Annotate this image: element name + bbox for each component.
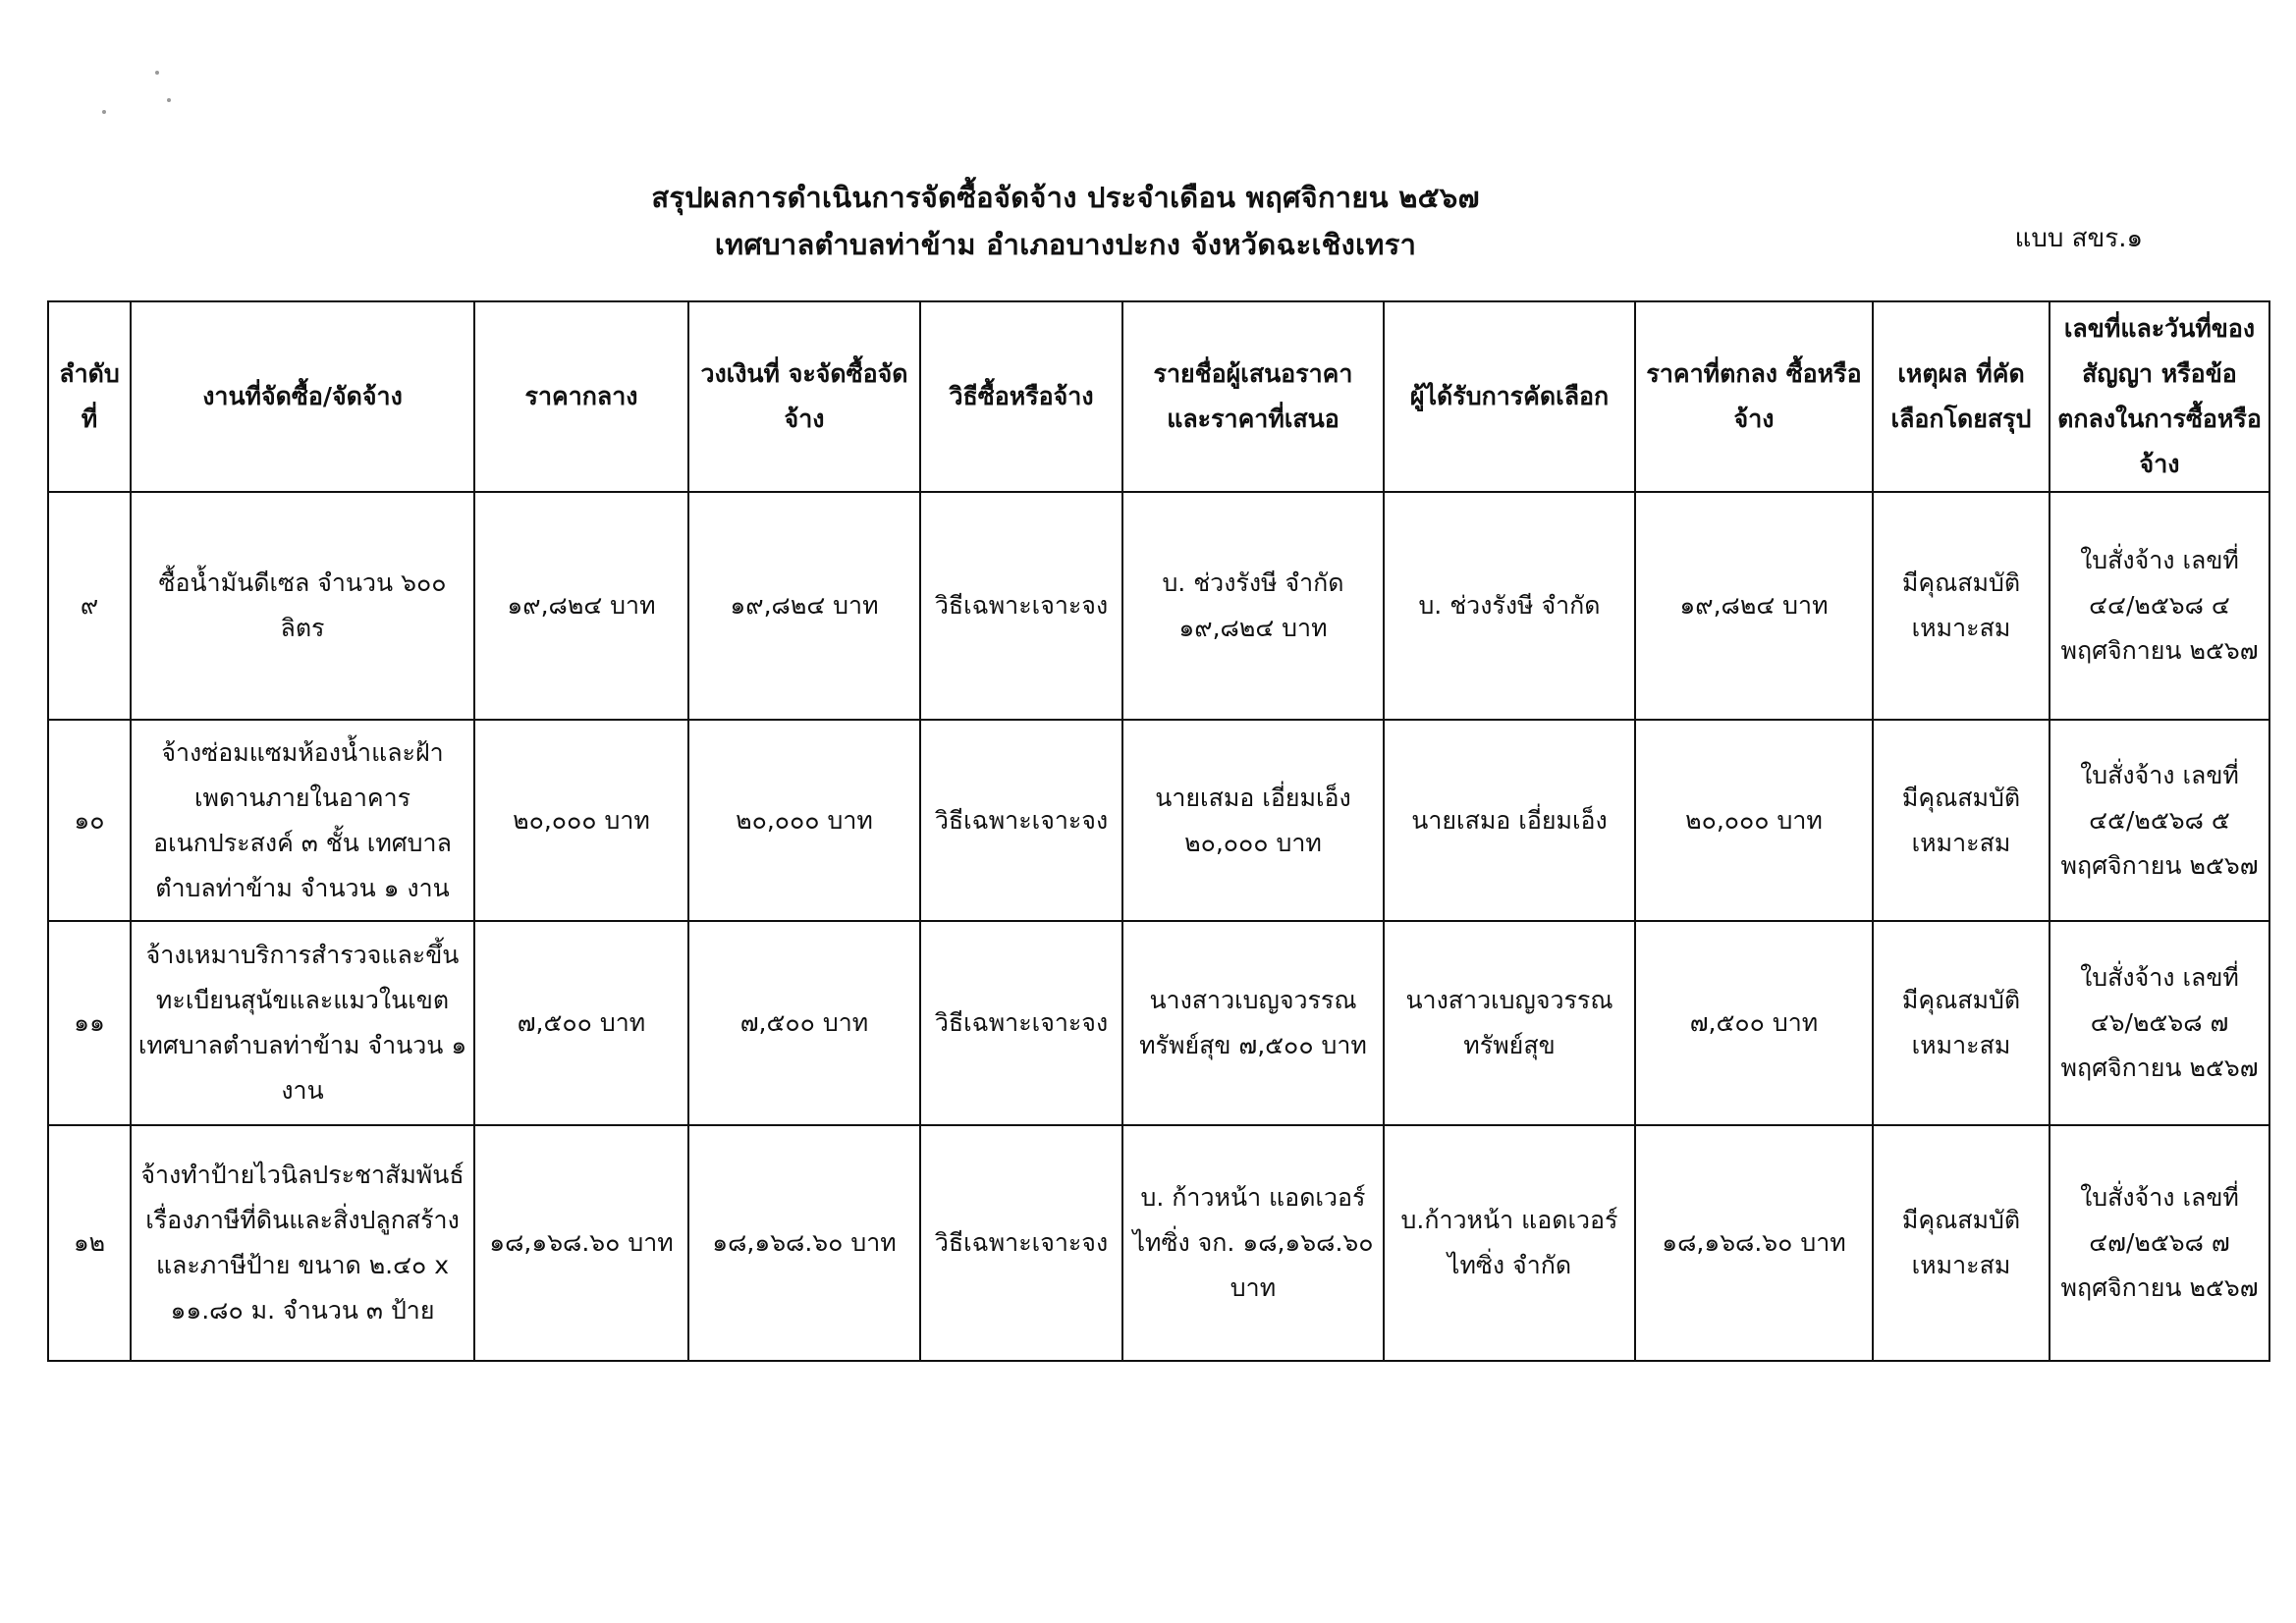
budget: ๑๙,๘๒๔ บาท: [688, 492, 920, 720]
contract-reference: ใบสั่งจ้าง เลขที่ ๔๗/๒๕๖๘ ๗ พฤศจิกายน ๒๕๖๗: [2050, 1125, 2269, 1361]
column-header: รายชื่อผู้เสนอราคา และราคาที่เสนอ: [1122, 301, 1384, 492]
procurement-method: วิธีเฉพาะเจาะจง: [920, 492, 1122, 720]
row-number: ๙: [48, 492, 131, 720]
selected-vendor: นางสาวเบญจวรรณ ทรัพย์สุข: [1384, 921, 1635, 1125]
selection-reason: มีคุณสมบัติ เหมาะสม: [1873, 1125, 2050, 1361]
column-header: วิธีซื้อหรือจ้าง: [920, 301, 1122, 492]
selected-vendor: บ. ช่วงรังษี จำกัด: [1384, 492, 1635, 720]
selected-vendor: บ.ก้าวหน้า แอดเวอร์ไทซิ่ง จำกัด: [1384, 1125, 1635, 1361]
procurement-method: วิธีเฉพาะเจาะจง: [920, 720, 1122, 921]
selection-reason: มีคุณสมบัติ เหมาะสม: [1873, 921, 2050, 1125]
bidders: นางสาวเบญจวรรณ ทรัพย์สุข ๗,๕๐๐ บาท: [1122, 921, 1384, 1125]
procurement-item: จ้างซ่อมแซมห้องน้ำและฝ้าเพดานภายในอาคารอเนกประสงค์ ๓ ชั้น เทศบาลตำบลท่าข้าม จำนวน ๑ งาน: [131, 720, 474, 921]
table-header-row: [48, 301, 2269, 492]
budget: ๑๘,๑๖๘.๖๐ บาท: [688, 1125, 920, 1361]
budget: ๒๐,๐๐๐ บาท: [688, 720, 920, 921]
column-header: เลขที่และวันที่ของสัญญา หรือข้อตกลงในการซื้อหรือจ้าง: [2050, 301, 2269, 492]
column-header: ลำดับที่: [48, 301, 131, 492]
median-price: ๒๐,๐๐๐ บาท: [474, 720, 688, 921]
bidders: บ. ก้าวหน้า แอดเวอร์ไทซิ่ง จก. ๑๘,๑๖๘.๖๐ บาท: [1122, 1125, 1384, 1361]
column-header: ราคากลาง: [474, 301, 688, 492]
agreed-price: ๑๘,๑๖๘.๖๐ บาท: [1635, 1125, 1873, 1361]
contract-reference: ใบสั่งจ้าง เลขที่ ๔๔/๒๕๖๘ ๔ พฤศจิกายน ๒๕๖๗: [2050, 492, 2269, 720]
column-header: ราคาที่ตกลง ซื้อหรือจ้าง: [1635, 301, 1873, 492]
document-title: สรุปผลการดำเนินการจัดซื้อจัดจ้าง ประจำเดือน พฤศจิกายน ๒๕๖๗: [651, 181, 1480, 214]
procurement-item: ซื้อน้ำมันดีเซล จำนวน ๖๐๐ ลิตร: [131, 492, 474, 720]
budget: ๗,๕๐๐ บาท: [688, 921, 920, 1125]
selection-reason: มีคุณสมบัติ เหมาะสม: [1873, 720, 2050, 921]
procurement-table: [47, 300, 2270, 1362]
form-code: แบบ สขร.๑: [2014, 224, 2143, 253]
row-number: ๑๑: [48, 921, 131, 1125]
median-price: ๑๘,๑๖๘.๖๐ บาท: [474, 1125, 688, 1361]
agreed-price: ๒๐,๐๐๐ บาท: [1635, 720, 1873, 921]
column-header: งานที่จัดซื้อ/จัดจ้าง: [131, 301, 474, 492]
agreed-price: ๗,๕๐๐ บาท: [1635, 921, 1873, 1125]
contract-reference: ใบสั่งจ้าง เลขที่ ๔๖/๒๕๖๘ ๗ พฤศจิกายน ๒๕๖๗: [2050, 921, 2269, 1125]
table-row: [48, 720, 2269, 921]
median-price: ๑๙,๘๒๔ บาท: [474, 492, 688, 720]
selection-reason: มีคุณสมบัติ เหมาะสม: [1873, 492, 2050, 720]
column-header: ผู้ได้รับการคัดเลือก: [1384, 301, 1635, 492]
scan-speck: [102, 110, 106, 114]
selected-vendor: นายเสมอ เอี่ยมเอ็ง: [1384, 720, 1635, 921]
agreed-price: ๑๙,๘๒๔ บาท: [1635, 492, 1873, 720]
procurement-method: วิธีเฉพาะเจาะจง: [920, 1125, 1122, 1361]
procurement-item: จ้างทำป้ายไวนิลประชาสัมพันธ์เรื่องภาษีที่ดินและสิ่งปลูกสร้างและภาษีป้าย ขนาด ๒.๔๐ x ๑๑.๘๐ ม. จำนวน ๓ ป้าย: [131, 1125, 474, 1361]
procurement-item: จ้างเหมาบริการสำรวจและขึ้นทะเบียนสุนัขและแมวในเขตเทศบาลตำบลท่าข้าม จำนวน ๑ งาน: [131, 921, 474, 1125]
table-row: [48, 1125, 2269, 1361]
procurement-method: วิธีเฉพาะเจาะจง: [920, 921, 1122, 1125]
bidders: บ. ช่วงรังษี จำกัด ๑๙,๘๒๔ บาท: [1122, 492, 1384, 720]
row-number: ๑๐: [48, 720, 131, 921]
table-row: [48, 492, 2269, 720]
bidders: นายเสมอ เอี่ยมเอ็ง ๒๐,๐๐๐ บาท: [1122, 720, 1384, 921]
column-header: เหตุผล ที่คัดเลือกโดยสรุป: [1873, 301, 2050, 492]
table-row: [48, 921, 2269, 1125]
row-number: ๑๒: [48, 1125, 131, 1361]
column-header: วงเงินที่ จะจัดซื้อจัดจ้าง: [688, 301, 920, 492]
scan-speck: [155, 71, 159, 75]
contract-reference: ใบสั่งจ้าง เลขที่ ๔๕/๒๕๖๘ ๕ พฤศจิกายน ๒๕๖๗: [2050, 720, 2269, 921]
median-price: ๗,๕๐๐ บาท: [474, 921, 688, 1125]
document-subtitle: เทศบาลตำบลท่าข้าม อำเภอบางปะกง จังหวัดฉะเชิงเทรา: [714, 228, 1417, 261]
scan-speck: [167, 98, 171, 102]
